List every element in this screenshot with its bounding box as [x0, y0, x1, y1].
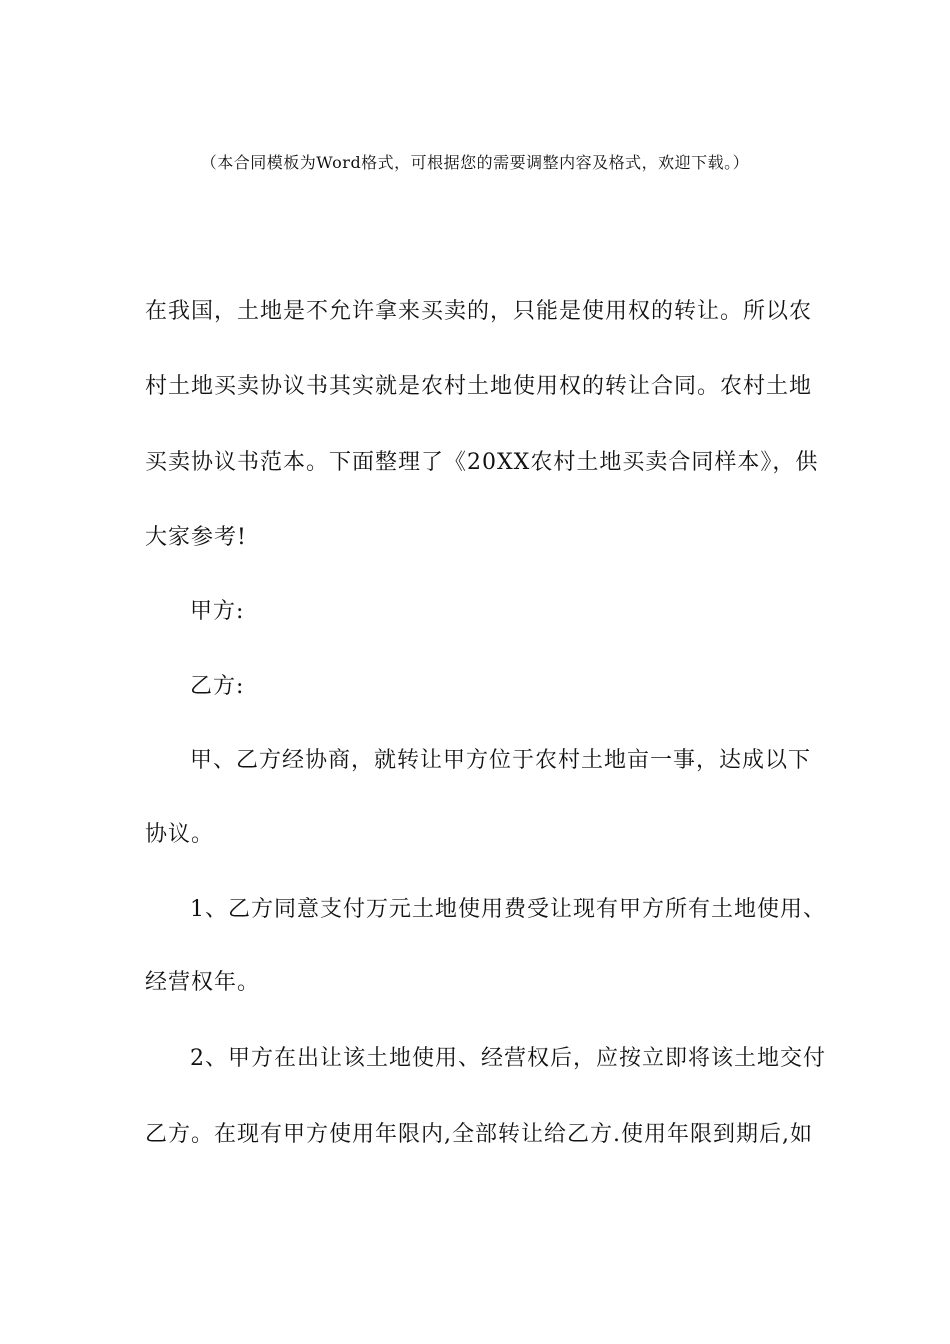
clause-2-line-1: 2、甲方在出让该土地使用、经营权后，应按立即将该土地交付	[190, 1046, 826, 1071]
party-a-label: 甲方:	[190, 599, 245, 624]
body-line-4: 大家参考!	[145, 525, 247, 550]
template-note: （本合同模板为Word格式，可根据您的需要调整内容及格式，欢迎下载。）	[200, 153, 750, 172]
clause-1-line-2: 经营权年。	[145, 970, 261, 995]
body-line-3: 买卖协议书范本。下面整理了《20XX农村土地买卖合同样本》，供	[145, 450, 819, 475]
clause-2-line-2: 乙方。在现有甲方使用年限内,全部转让给乙方.使用年限到期后,如	[145, 1122, 813, 1147]
agreement-intro-line-1: 甲、乙方经协商，就转让甲方位于农村土地亩一事，达成以下	[190, 748, 812, 773]
party-b-label: 乙方:	[190, 674, 245, 699]
agreement-intro-line-2: 协议。	[145, 822, 215, 847]
body-line-2: 村土地买卖协议书其实就是农村土地使用权的转让合同。农村土地	[145, 374, 813, 399]
body-line-1: 在我国，土地是不允许拿来买卖的，只能是使用权的转让。所以农	[145, 299, 813, 324]
clause-1-line-1: 1、乙方同意支付万元土地使用费受让现有甲方所有土地使用、	[190, 897, 826, 922]
